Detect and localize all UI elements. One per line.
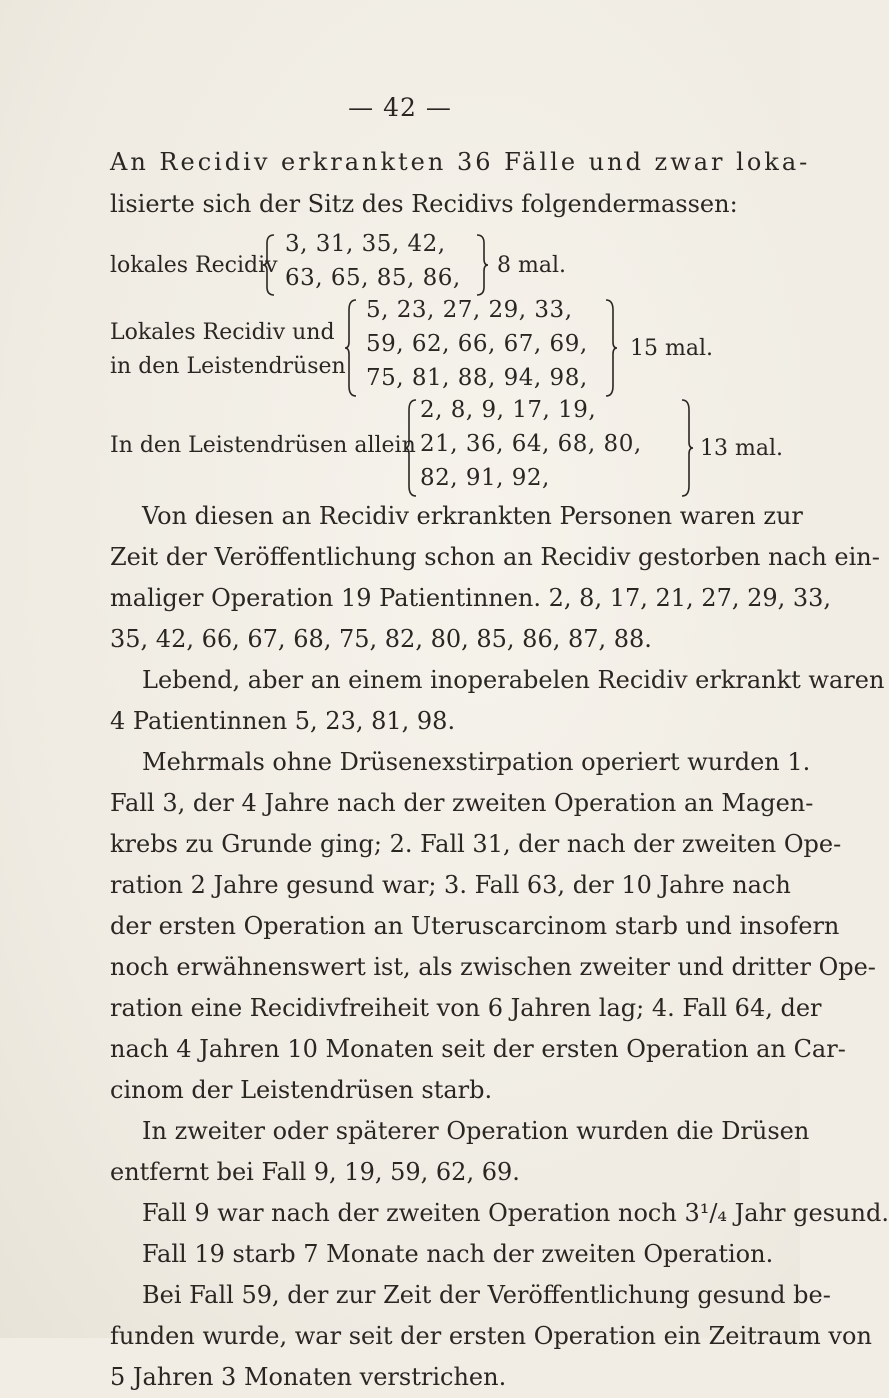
paragraph-repeated-operations xyxy=(110,742,876,1111)
text-line: Fall 19 starb 7 Monate nach der zweiten Operation. xyxy=(142,1240,774,1268)
case-count: 13 mal. xyxy=(700,436,783,461)
right-brace xyxy=(680,398,694,498)
left-brace xyxy=(344,298,358,398)
case-row: 75, 81, 88, 94, 98, xyxy=(366,365,588,391)
case-row: 82, 91, 92, xyxy=(420,465,550,491)
intro-line-2: lisierte sich der Sitz des Recidivs folgendermassen: xyxy=(110,190,738,218)
paragraph-later-operation xyxy=(110,1111,810,1193)
right-brace xyxy=(604,298,618,398)
text-line: Lebend, aber an einem inoperabelen Recidiv erkrankt waren xyxy=(142,666,885,694)
text-line: Fall 9 war nach der zweiten Operation noch 3¹/₄ Jahr gesund. xyxy=(142,1199,889,1227)
text-line: 35, 42, 66, 67, 68, 75, 82, 80, 85, 86, 87, 88. xyxy=(110,625,652,653)
text-line: Von diesen an Recidiv erkrankten Personen waren zur xyxy=(142,502,803,530)
case-row: 21, 36, 64, 68, 80, xyxy=(420,431,642,457)
text-line: 4 Patientinnen 5, 23, 81, 98. xyxy=(110,707,456,735)
text-line: maliger Operation 19 Patientinnen. 2, 8, 17, 21, 27, 29, 33, xyxy=(110,584,832,612)
text-line: Mehrmals ohne Drüsenexstirpation operiert wurden 1. xyxy=(142,748,811,776)
text-line: ration 2 Jahre gesund war; 3. Fall 63, der 10 Jahre nach xyxy=(110,871,791,899)
paragraph-living-inoperable xyxy=(110,660,885,742)
group-label: In den Leistendrüsen allein xyxy=(110,433,416,458)
case-row: 63, 65, 85, 86, xyxy=(285,265,461,291)
text-line: Zeit der Veröffentlichung schon an Recidiv gestorben nach ein- xyxy=(110,543,880,571)
text-line: ration eine Recidivfreiheit von 6 Jahren lag; 4. Fall 64, der xyxy=(110,994,822,1022)
group-label: Lokales Recidiv und xyxy=(110,320,335,345)
case-row: 2, 8, 9, 17, 19, xyxy=(420,397,597,423)
text-line: funden wurde, war seit der ersten Operation ein Zeitraum von xyxy=(110,1322,872,1350)
text-line: noch erwähnenswert ist, als zwischen zweiter und dritter Ope- xyxy=(110,953,876,981)
group-label: in den Leistendrüsen xyxy=(110,354,346,379)
text-line: krebs zu Grunde ging; 2. Fall 31, der nach der zweiten Ope- xyxy=(110,830,842,858)
text-line: 5 Jahren 3 Monaten verstrichen. xyxy=(110,1363,507,1391)
case-count: 15 mal. xyxy=(630,336,713,361)
intro-line-1: An Recidiv erkrankten 36 Fälle und zwar loka- xyxy=(110,148,811,176)
page-number: — 42 — xyxy=(348,93,452,122)
text-line: In zweiter oder späterer Operation wurden die Drüsen xyxy=(142,1117,810,1145)
paragraph-deceased xyxy=(110,496,880,660)
left-brace xyxy=(262,233,276,297)
left-brace xyxy=(404,398,418,498)
text-line: Fall 3, der 4 Jahre nach der zweiten Operation an Magen- xyxy=(110,789,814,817)
case-row: 5, 23, 27, 29, 33, xyxy=(366,297,573,323)
text-line: Bei Fall 59, der zur Zeit der Veröffentlichung gesund be- xyxy=(142,1281,831,1309)
right-brace xyxy=(475,233,489,297)
text-line: entfernt bei Fall 9, 19, 59, 62, 69. xyxy=(110,1158,520,1186)
text-line: der ersten Operation an Uteruscarcinom starb und insofern xyxy=(110,912,840,940)
text-line: cinom der Leistendrüsen starb. xyxy=(110,1076,493,1104)
case-row: 3, 31, 35, 42, xyxy=(285,231,446,257)
group-label: lokales Recidiv xyxy=(110,253,278,278)
case-row: 59, 62, 66, 67, 69, xyxy=(366,331,588,357)
text-line: nach 4 Jahren 10 Monaten seit der ersten Operation an Car- xyxy=(110,1035,846,1063)
case-count: 8 mal. xyxy=(497,253,566,278)
paragraph-case-outcomes xyxy=(110,1193,889,1398)
